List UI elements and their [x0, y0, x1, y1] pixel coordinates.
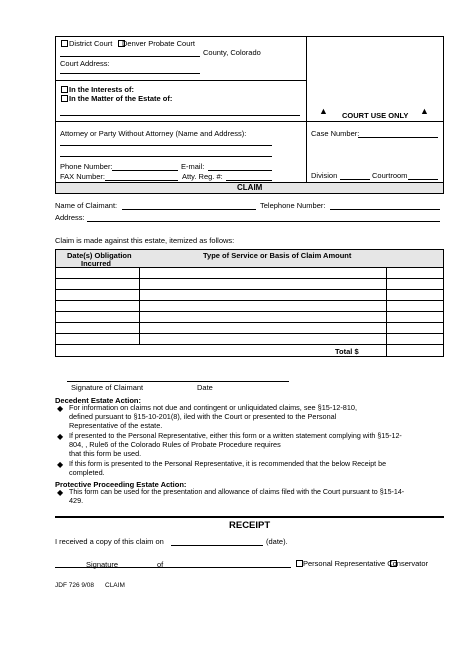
county-colorado-label: County, Colorado: [203, 48, 261, 57]
district-court-checkbox[interactable]: [61, 40, 68, 47]
table-row[interactable]: [55, 322, 444, 323]
caption-box: [55, 36, 444, 183]
bullet-icon: ◆: [57, 432, 64, 441]
court-use-only-label: COURT USE ONLY: [342, 111, 409, 120]
bullet-icon: ◆: [57, 488, 64, 497]
receipt-received-label: I received a copy of this claim on: [55, 537, 164, 546]
form-name: CLAIM: [105, 582, 125, 589]
decedent-b3-l2: completed.: [69, 468, 105, 477]
courtroom-label: Courtroom: [372, 171, 408, 180]
caption-rule-1: [55, 121, 444, 122]
table-row[interactable]: [55, 344, 444, 345]
court-address-label: Court Address:: [60, 59, 110, 68]
table-row[interactable]: [55, 300, 444, 301]
receipt-title: RECEIPT: [229, 520, 271, 531]
decedent-heading: Decedent Estate Action:: [55, 396, 141, 405]
division-label: Division: [311, 171, 338, 180]
fax-label: FAX Number:: [60, 172, 106, 181]
table-row[interactable]: [55, 289, 444, 290]
party-name-field[interactable]: [60, 115, 300, 116]
claimant-date-label: Date: [197, 383, 213, 392]
claim-intro: Claim is made against this estate, itemized as follows:: [55, 236, 235, 245]
decedent-b1-l1: For information on claims not due and contingent or unliquidated claims, see §15-12-810,: [69, 403, 357, 412]
case-number-field[interactable]: [358, 137, 438, 138]
receipt-date-paren: (date).: [266, 537, 288, 546]
address-label: Address:: [55, 213, 85, 222]
receipt-signature-field[interactable]: [55, 567, 291, 568]
email-field[interactable]: [208, 170, 272, 171]
decedent-b2-l3: that this form be used.: [69, 449, 142, 458]
form-id: JDF 726 9/08: [55, 582, 95, 589]
claimant-name-field[interactable]: [122, 209, 256, 210]
decedent-b2-l2: 804, , Rule6 of the Colorado Rules of Probate Procedure requires: [69, 440, 281, 449]
county-name-field[interactable]: [60, 56, 200, 57]
col-date-line1: Date(s) Obligation: [67, 251, 132, 260]
col-header-amount: [386, 249, 444, 268]
courtroom-field[interactable]: [408, 179, 438, 180]
decedent-b1-l3: Representative of the estate.: [69, 421, 163, 430]
phone-label: Phone Number:: [60, 162, 113, 171]
pr-conservator-label: Personal Representative Conservator: [303, 559, 429, 568]
fax-field[interactable]: [105, 180, 178, 181]
attorney-label: Attorney or Party Without Attorney (Name and Address):: [60, 129, 247, 138]
atty-reg-label: Atty. Reg. #:: [182, 172, 223, 181]
receipt-of-label: of: [157, 560, 164, 569]
caption-rule-2: [55, 80, 306, 81]
interests-of-label: In the Interests of:: [69, 85, 135, 94]
table-row[interactable]: [55, 311, 444, 312]
telephone-field[interactable]: [330, 209, 440, 210]
table-row[interactable]: [55, 278, 444, 279]
attorney-line-2[interactable]: [60, 156, 272, 157]
pr-checkbox[interactable]: [296, 560, 303, 567]
claimant-signature-field[interactable]: [67, 381, 289, 382]
caption-divider: [306, 36, 307, 183]
receipt-signature-label: Signature: [86, 560, 119, 569]
matter-estate-checkbox[interactable]: [61, 95, 68, 102]
table-row[interactable]: [55, 333, 444, 334]
claimant-signature-label: Signature of Claimant: [71, 383, 144, 392]
telephone-label: Telephone Number:: [260, 201, 326, 210]
district-court-label: District Court: [69, 39, 113, 48]
protective-heading: Protective Proceeding Estate Action:: [55, 480, 187, 489]
bullet-icon: ◆: [57, 460, 64, 469]
address-field[interactable]: [87, 221, 440, 222]
court-use-triangle-right: ▲: [420, 106, 429, 116]
matter-estate-label: In the Matter of the Estate of:: [69, 94, 173, 103]
protective-b1-l1: This form can be used for the presentation and allowance of claims filed with the Court pursuant to §15-14-: [69, 488, 405, 496]
receipt-divider: [55, 516, 444, 518]
phone-field[interactable]: [112, 170, 178, 171]
claimant-name-label: Name of Claimant:: [55, 201, 118, 210]
decedent-b1-l2: defined pursuant to §15-10-201(8), iled with the Court or presented to the Personal: [69, 412, 337, 421]
division-field[interactable]: [340, 179, 370, 180]
decedent-b2-l1: If presented to the Personal Representative, either this form or a written statement complying with §15-12-: [69, 432, 402, 440]
protective-b1-l2: 429.: [69, 496, 84, 505]
denver-probate-label: Denver Probate Court: [122, 39, 195, 48]
col-date-line2: Incurred: [81, 259, 112, 268]
court-address-field[interactable]: [60, 73, 200, 74]
col-type-label: Type of Service or Basis of Claim Amount: [203, 251, 352, 260]
attorney-line-1[interactable]: [60, 145, 272, 146]
case-number-label: Case Number:: [311, 129, 360, 138]
atty-reg-field[interactable]: [226, 180, 272, 181]
bullet-icon: ◆: [57, 404, 64, 413]
receipt-date-field[interactable]: [171, 545, 263, 546]
email-label: E-mail:: [181, 162, 205, 171]
claim-title: CLAIM: [237, 183, 263, 192]
decedent-b3-l1: If this form is presented to the Personal Representative, it is recommended that the below Receipt be: [69, 460, 387, 468]
court-use-triangle-left: ▲: [319, 106, 328, 116]
interests-of-checkbox[interactable]: [61, 86, 68, 93]
total-label: Total $: [335, 347, 359, 356]
